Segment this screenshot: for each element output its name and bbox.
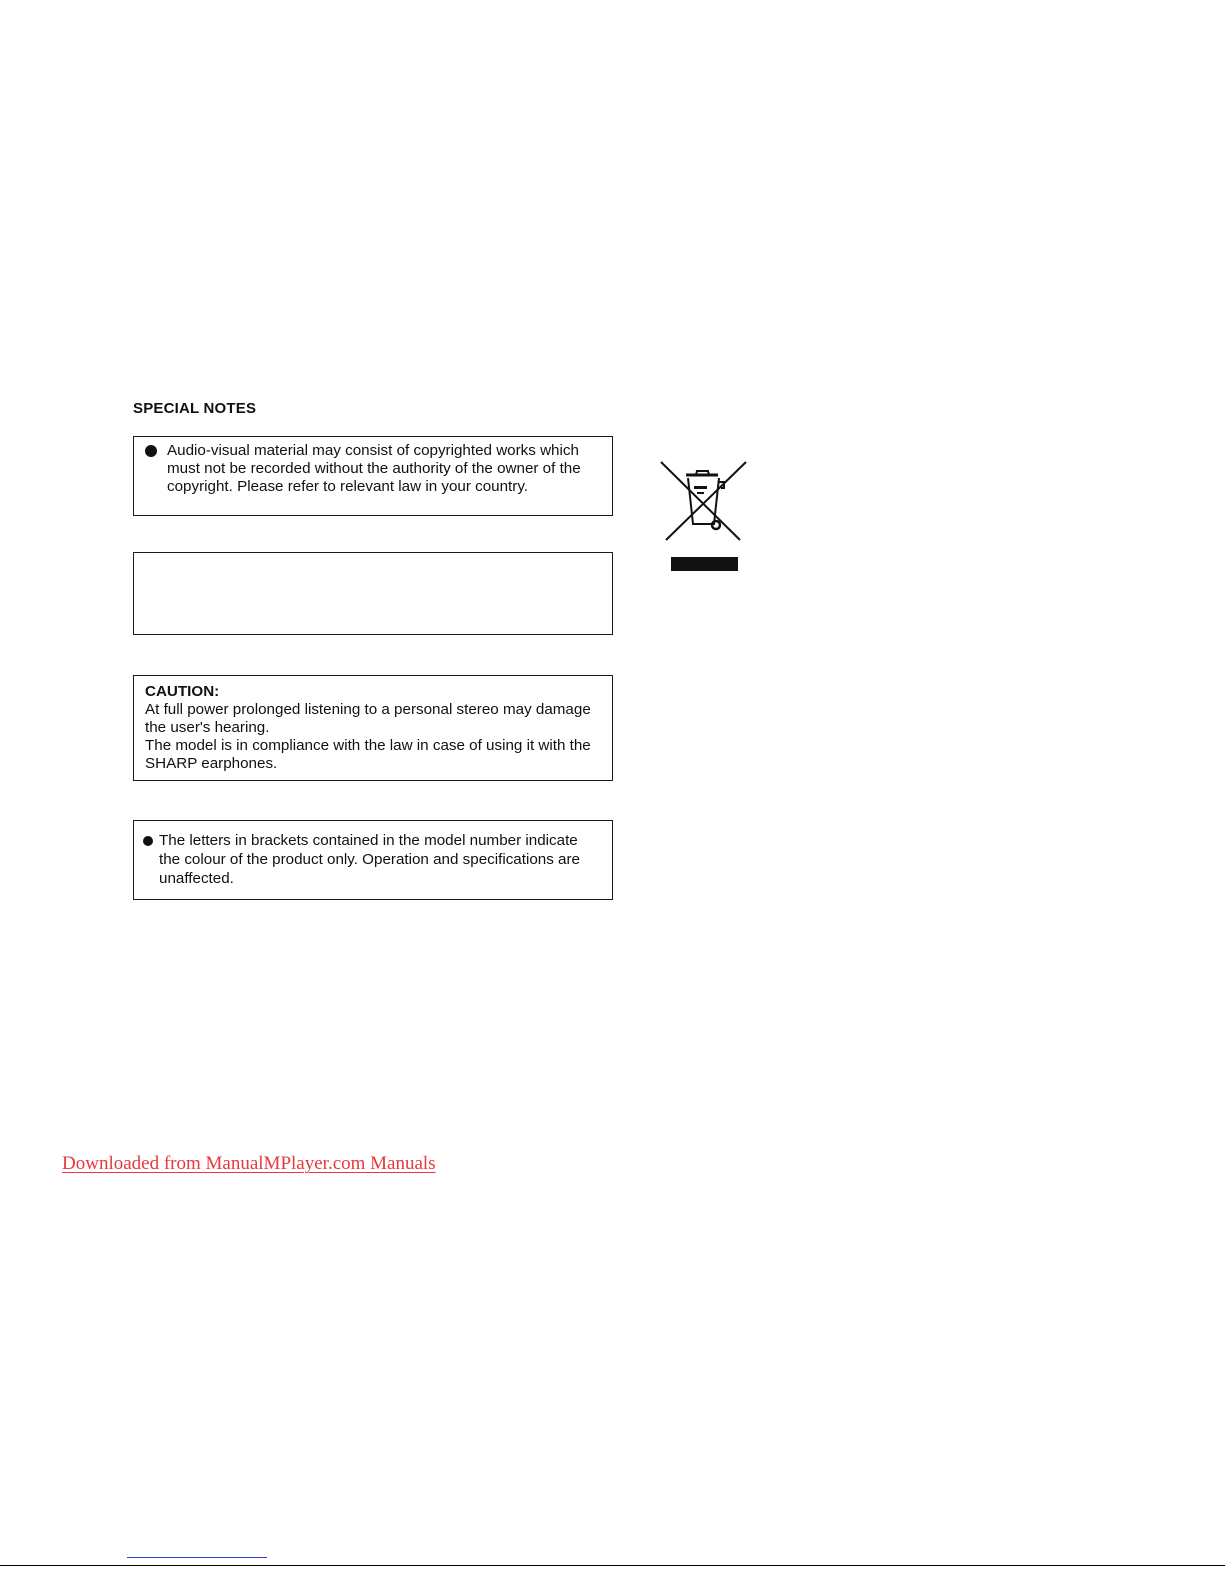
caution-title: CAUTION: xyxy=(145,683,220,700)
copyright-note xyxy=(145,442,600,496)
section-heading: SPECIAL NOTES xyxy=(133,400,257,417)
weee-black-bar xyxy=(671,557,738,571)
bullet-icon xyxy=(145,445,157,457)
caution-text-2: The model is in compliance with the law in case of using it with the SHARP earphones. xyxy=(145,737,591,772)
caution-text-1: At full power prolonged listening to a personal stereo may damage the user's hearing. xyxy=(145,701,591,736)
copyright-note-text: Audio-visual material may consist of copyrighted works which must not be recorded without the authority of the owner of the copyright. Please refer to relevant law in your country. xyxy=(167,442,581,495)
download-source-link[interactable]: Downloaded from ManualMPlayer.com Manuals xyxy=(62,1153,436,1174)
colour-note xyxy=(143,831,600,888)
copyright-note-box xyxy=(133,436,613,516)
caution-box xyxy=(133,675,613,781)
colour-note-box xyxy=(133,820,613,900)
empty-note-box xyxy=(133,552,613,635)
bullet-icon xyxy=(143,836,153,846)
crossed-out-wheelie-bin-icon xyxy=(656,458,748,542)
footer-rule xyxy=(0,1565,1225,1566)
colour-note-text: The letters in brackets contained in the model number indicate the colour of the product only. Operation and specifications are unaffected. xyxy=(159,832,580,887)
footer-link-underline xyxy=(127,1557,267,1558)
